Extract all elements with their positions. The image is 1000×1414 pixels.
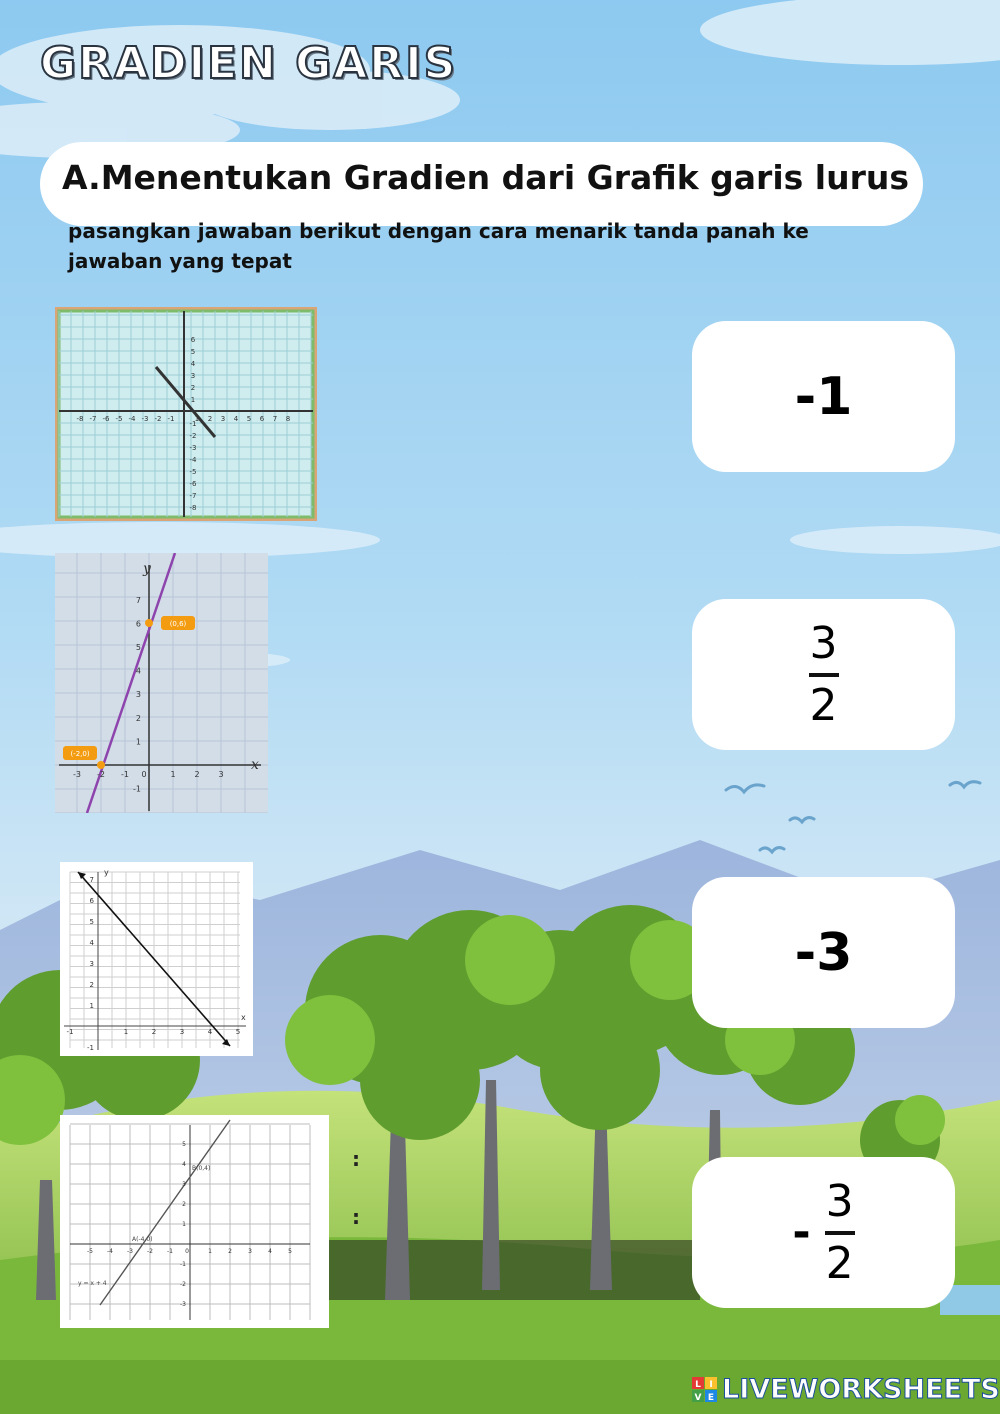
tick-label: 3 — [248, 1248, 252, 1255]
tick-label: 3 — [135, 690, 141, 700]
drag-dots[interactable] — [352, 1145, 360, 1231]
graph-1[interactable] — [55, 307, 317, 521]
tick-label: 3 — [190, 372, 196, 380]
tick-label: 5 — [246, 415, 252, 423]
tick-label: -1 — [87, 1044, 94, 1052]
tick-label: -3 — [141, 415, 149, 423]
tick-label: 1 — [89, 1002, 94, 1010]
tick-label: -1 — [121, 770, 129, 779]
tick-label: 5 — [190, 348, 196, 356]
answer-fraction — [825, 1177, 855, 1289]
tick-label: 6 — [89, 897, 94, 905]
tick-label: 2 — [182, 1201, 186, 1208]
fraction-numerator: 3 — [825, 1175, 854, 1227]
drag-dot-2[interactable]: : — [352, 1205, 360, 1229]
tick-label: -5 — [189, 468, 197, 476]
point-a-label: A(-4,0) — [132, 1236, 153, 1243]
y-axis-label: y — [143, 561, 151, 577]
tick-label: 1 — [182, 1221, 186, 1228]
tick-label: 5 — [135, 643, 141, 652]
tick-label: 4 — [190, 360, 196, 368]
tick-label: -2 — [97, 770, 105, 779]
tick-label: -3 — [189, 444, 197, 452]
tick-label: 2 — [228, 1248, 232, 1255]
tick-label: 5 — [235, 1028, 241, 1036]
answer-value: -1 — [794, 366, 853, 427]
tick-label: 4 — [89, 939, 94, 947]
tick-label: 7 — [89, 876, 94, 884]
answer-box-2[interactable] — [692, 599, 955, 750]
tick-label: -8 — [76, 415, 84, 423]
svg-text:V: V — [694, 1392, 702, 1403]
tick-label: 1 — [135, 737, 141, 747]
tick-label: -2 — [147, 1248, 153, 1255]
liveworksheets-logo[interactable] — [692, 1374, 1000, 1405]
tick-label: -2 — [154, 415, 162, 423]
tick-label: 0 — [141, 770, 147, 779]
tick-label: 4 — [135, 666, 141, 676]
tick-label: -1 — [189, 420, 197, 428]
svg-text:E: E — [707, 1392, 715, 1403]
answer-value: -3 — [794, 922, 853, 983]
tick-label: 3 — [89, 960, 94, 968]
fraction-numerator: 3 — [809, 617, 838, 669]
tick-label: 8 — [285, 415, 291, 423]
fraction-bar — [825, 1231, 855, 1235]
tick-label: 3 — [220, 415, 226, 423]
tick-label: 0 — [185, 1248, 189, 1255]
svg-text:L: L — [695, 1379, 701, 1390]
tick-label: 4 — [268, 1248, 272, 1255]
tick-label: 2 — [89, 981, 94, 989]
point-b-marker — [97, 761, 105, 769]
tick-label: 1 — [123, 1028, 129, 1036]
tick-label: -8 — [189, 504, 197, 512]
drag-dot-1[interactable]: : — [352, 1147, 360, 1171]
tick-label: 7 — [135, 595, 141, 605]
y-axis-label: y — [104, 868, 109, 877]
tick-label: -1 — [167, 415, 175, 423]
answer-box-3[interactable] — [692, 877, 955, 1028]
answer-box-4[interactable] — [692, 1157, 955, 1308]
fraction-bar — [809, 673, 839, 677]
instruction-text: pasangkan jawaban berikut dengan cara menarik tanda panah ke jawaban yang tepat — [68, 219, 809, 273]
tick-label: 4 — [182, 1161, 186, 1168]
fraction-denominator: 2 — [809, 679, 838, 731]
tick-label: 2 — [190, 384, 196, 392]
graph-2[interactable] — [55, 553, 268, 813]
tick-label: 3 — [179, 1028, 185, 1036]
answer-sign: - — [792, 1207, 811, 1258]
tick-label: -6 — [189, 480, 197, 488]
equation-label: y = x + 4 — [78, 1280, 107, 1287]
tick-label: -2 — [189, 432, 197, 440]
tick-label: -1 — [180, 1261, 186, 1268]
tick-label: -7 — [189, 492, 197, 500]
tick-label: -1 — [133, 784, 141, 794]
tick-label: -3 — [180, 1301, 186, 1308]
tick-label: 5 — [182, 1141, 186, 1148]
point-b-label: B(0,4) — [192, 1165, 211, 1172]
tick-label: -3 — [127, 1248, 133, 1255]
tick-label: -7 — [89, 415, 97, 423]
tick-label: -1 — [167, 1248, 173, 1255]
tick-label: 4 — [207, 1028, 213, 1036]
graph-3[interactable] — [60, 862, 253, 1056]
tick-label: 1 — [194, 415, 200, 423]
tick-label: 2 — [151, 1028, 157, 1036]
tick-label: 2 — [135, 713, 141, 723]
tick-label: 6 — [259, 415, 265, 423]
tick-label: 6 — [135, 619, 141, 629]
tick-label: 4 — [233, 415, 239, 423]
point-a-marker — [145, 619, 153, 627]
tick-label: 3 — [218, 770, 224, 779]
point-a-label: (0,6) — [169, 620, 187, 628]
tick-label: 1 — [190, 396, 196, 404]
page-title: GRADIEN GARIS — [40, 38, 458, 89]
tick-label: -2 — [180, 1281, 186, 1288]
tick-label: 1 — [170, 770, 176, 779]
tick-label: -6 — [102, 415, 110, 423]
tick-label: -1 — [66, 1028, 74, 1036]
tick-label: -4 — [128, 415, 136, 423]
tick-label: 5 — [288, 1248, 292, 1255]
tick-label: -5 — [87, 1248, 93, 1255]
tick-label: 2 — [207, 415, 213, 423]
tick-label: -5 — [115, 415, 123, 423]
logo-text: LIVEWORKSHEETS — [722, 1374, 1000, 1405]
tick-label: -3 — [73, 770, 81, 779]
tick-label: 5 — [89, 918, 94, 926]
fraction-denominator: 2 — [825, 1237, 854, 1289]
tick-label: -4 — [189, 456, 197, 464]
tick-label: 6 — [190, 336, 196, 344]
tick-label: 7 — [272, 415, 278, 423]
tick-label: 1 — [208, 1248, 212, 1255]
logo-icon — [692, 1377, 718, 1403]
tick-label: -4 — [107, 1248, 113, 1255]
x-axis-label: x — [251, 757, 259, 773]
answer-box-1[interactable] — [692, 321, 955, 472]
tick-label: 3 — [182, 1181, 186, 1188]
graph-4[interactable] — [60, 1115, 329, 1328]
section-title: A.Menentukan Gradien dari Grafik garis lurus — [62, 158, 909, 197]
tick-label: 2 — [194, 770, 200, 779]
svg-text:I: I — [709, 1379, 713, 1390]
point-b-label: (-2,0) — [70, 750, 90, 758]
answer-fraction — [809, 619, 839, 731]
x-axis-label: x — [241, 1013, 246, 1022]
